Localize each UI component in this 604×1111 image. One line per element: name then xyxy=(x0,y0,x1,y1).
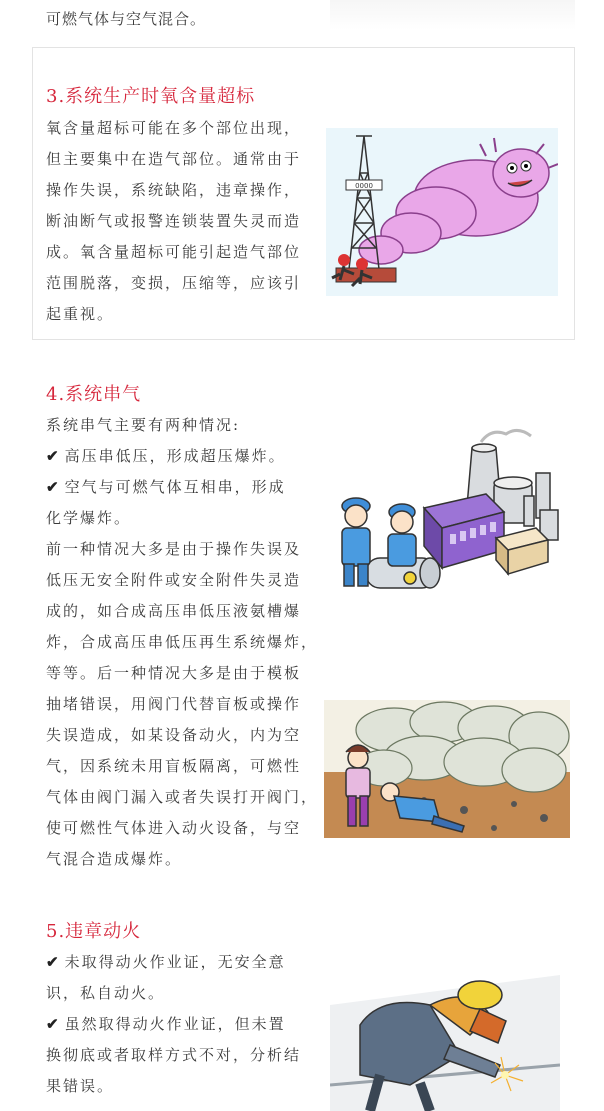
check-text: 化学爆炸。 xyxy=(46,509,132,527)
section5-heading: 5.违章动火 xyxy=(46,921,142,942)
check-text: 高压串低压，形成超压爆炸。 xyxy=(64,447,286,465)
text-line: 使可燃性气体进入动火设备，与空 xyxy=(46,819,302,837)
check-text: 虽然取得动火作业证，但未置 xyxy=(64,1015,286,1033)
text-line: 抽堵错误，用阀门代替盲板或操作 xyxy=(46,695,302,713)
check-icon: ✔ xyxy=(46,1015,61,1033)
section4-heading: 4.系统串气 xyxy=(46,384,142,405)
check-text: 果错误。 xyxy=(46,1077,115,1095)
text-line: 低压无安全附件或安全附件失灵造 xyxy=(46,571,302,589)
section3-paragraph xyxy=(46,113,301,330)
section4-intro: 系统串气主要有两种情况: xyxy=(46,416,241,434)
explosion-illustration xyxy=(324,700,570,838)
section4-check-item xyxy=(46,441,286,472)
text-line: 气体由阀门漏入或者失误打开阀门， xyxy=(46,788,319,806)
top-image-fragment xyxy=(330,0,575,30)
check-text: 识，私自动火。 xyxy=(46,984,166,1002)
text-line: 气混合造成爆炸。 xyxy=(46,850,183,868)
text-line: 氧含量超标可能在多个部位出现， xyxy=(46,119,302,137)
check-text: 未取得动火作业证，无安全意 xyxy=(64,953,286,971)
text-line: 起重视。 xyxy=(46,305,115,323)
section5-check-item xyxy=(46,1009,301,1102)
text-line: 成的，如合成高压串低压液氨槽爆 xyxy=(46,602,302,620)
text-line: 失误造成，如某设备动火，内为空 xyxy=(46,726,302,744)
section5-check-item xyxy=(46,947,286,1009)
text-line: 操作失误，系统缺陷，违章操作， xyxy=(46,181,302,199)
tower-label: 0000 xyxy=(355,182,373,190)
text-line: 气，因系统未用盲板隔离，可燃性 xyxy=(46,757,302,775)
check-icon: ✔ xyxy=(46,478,61,496)
welder-illustration xyxy=(330,965,560,1111)
text-line: 范围脱落，变损，压缩等，应该引 xyxy=(46,274,302,292)
text-line: 前一种情况大多是由于操作失误及 xyxy=(46,540,302,558)
text-line: 炸，合成高压串低压再生系统爆炸， xyxy=(46,633,319,651)
check-icon: ✔ xyxy=(46,447,61,465)
text-line: 等等。后一种情况大多是由于模板 xyxy=(46,664,302,682)
section3-heading: 3.系统生产时氧含量超标 xyxy=(46,86,256,107)
text-line: 但主要集中在造气部位。通常由于 xyxy=(46,150,302,168)
check-text: 换彻底或者取样方式不对，分析结 xyxy=(46,1046,302,1064)
factory-workers-illustration xyxy=(326,428,562,590)
top-text-fragment: 可燃气体与空气混合。 xyxy=(46,10,207,28)
check-text: 空气与可燃气体互相串，形成 xyxy=(64,478,286,496)
section4-paragraph xyxy=(46,534,318,875)
section4-check-item xyxy=(46,472,286,534)
text-line: 成。氧含量超标可能引起造气部位 xyxy=(46,243,302,261)
check-icon: ✔ xyxy=(46,953,61,971)
text-line: 断油断气或报警连锁装置失灵而造 xyxy=(46,212,302,230)
oil-rig-illustration xyxy=(326,128,558,296)
